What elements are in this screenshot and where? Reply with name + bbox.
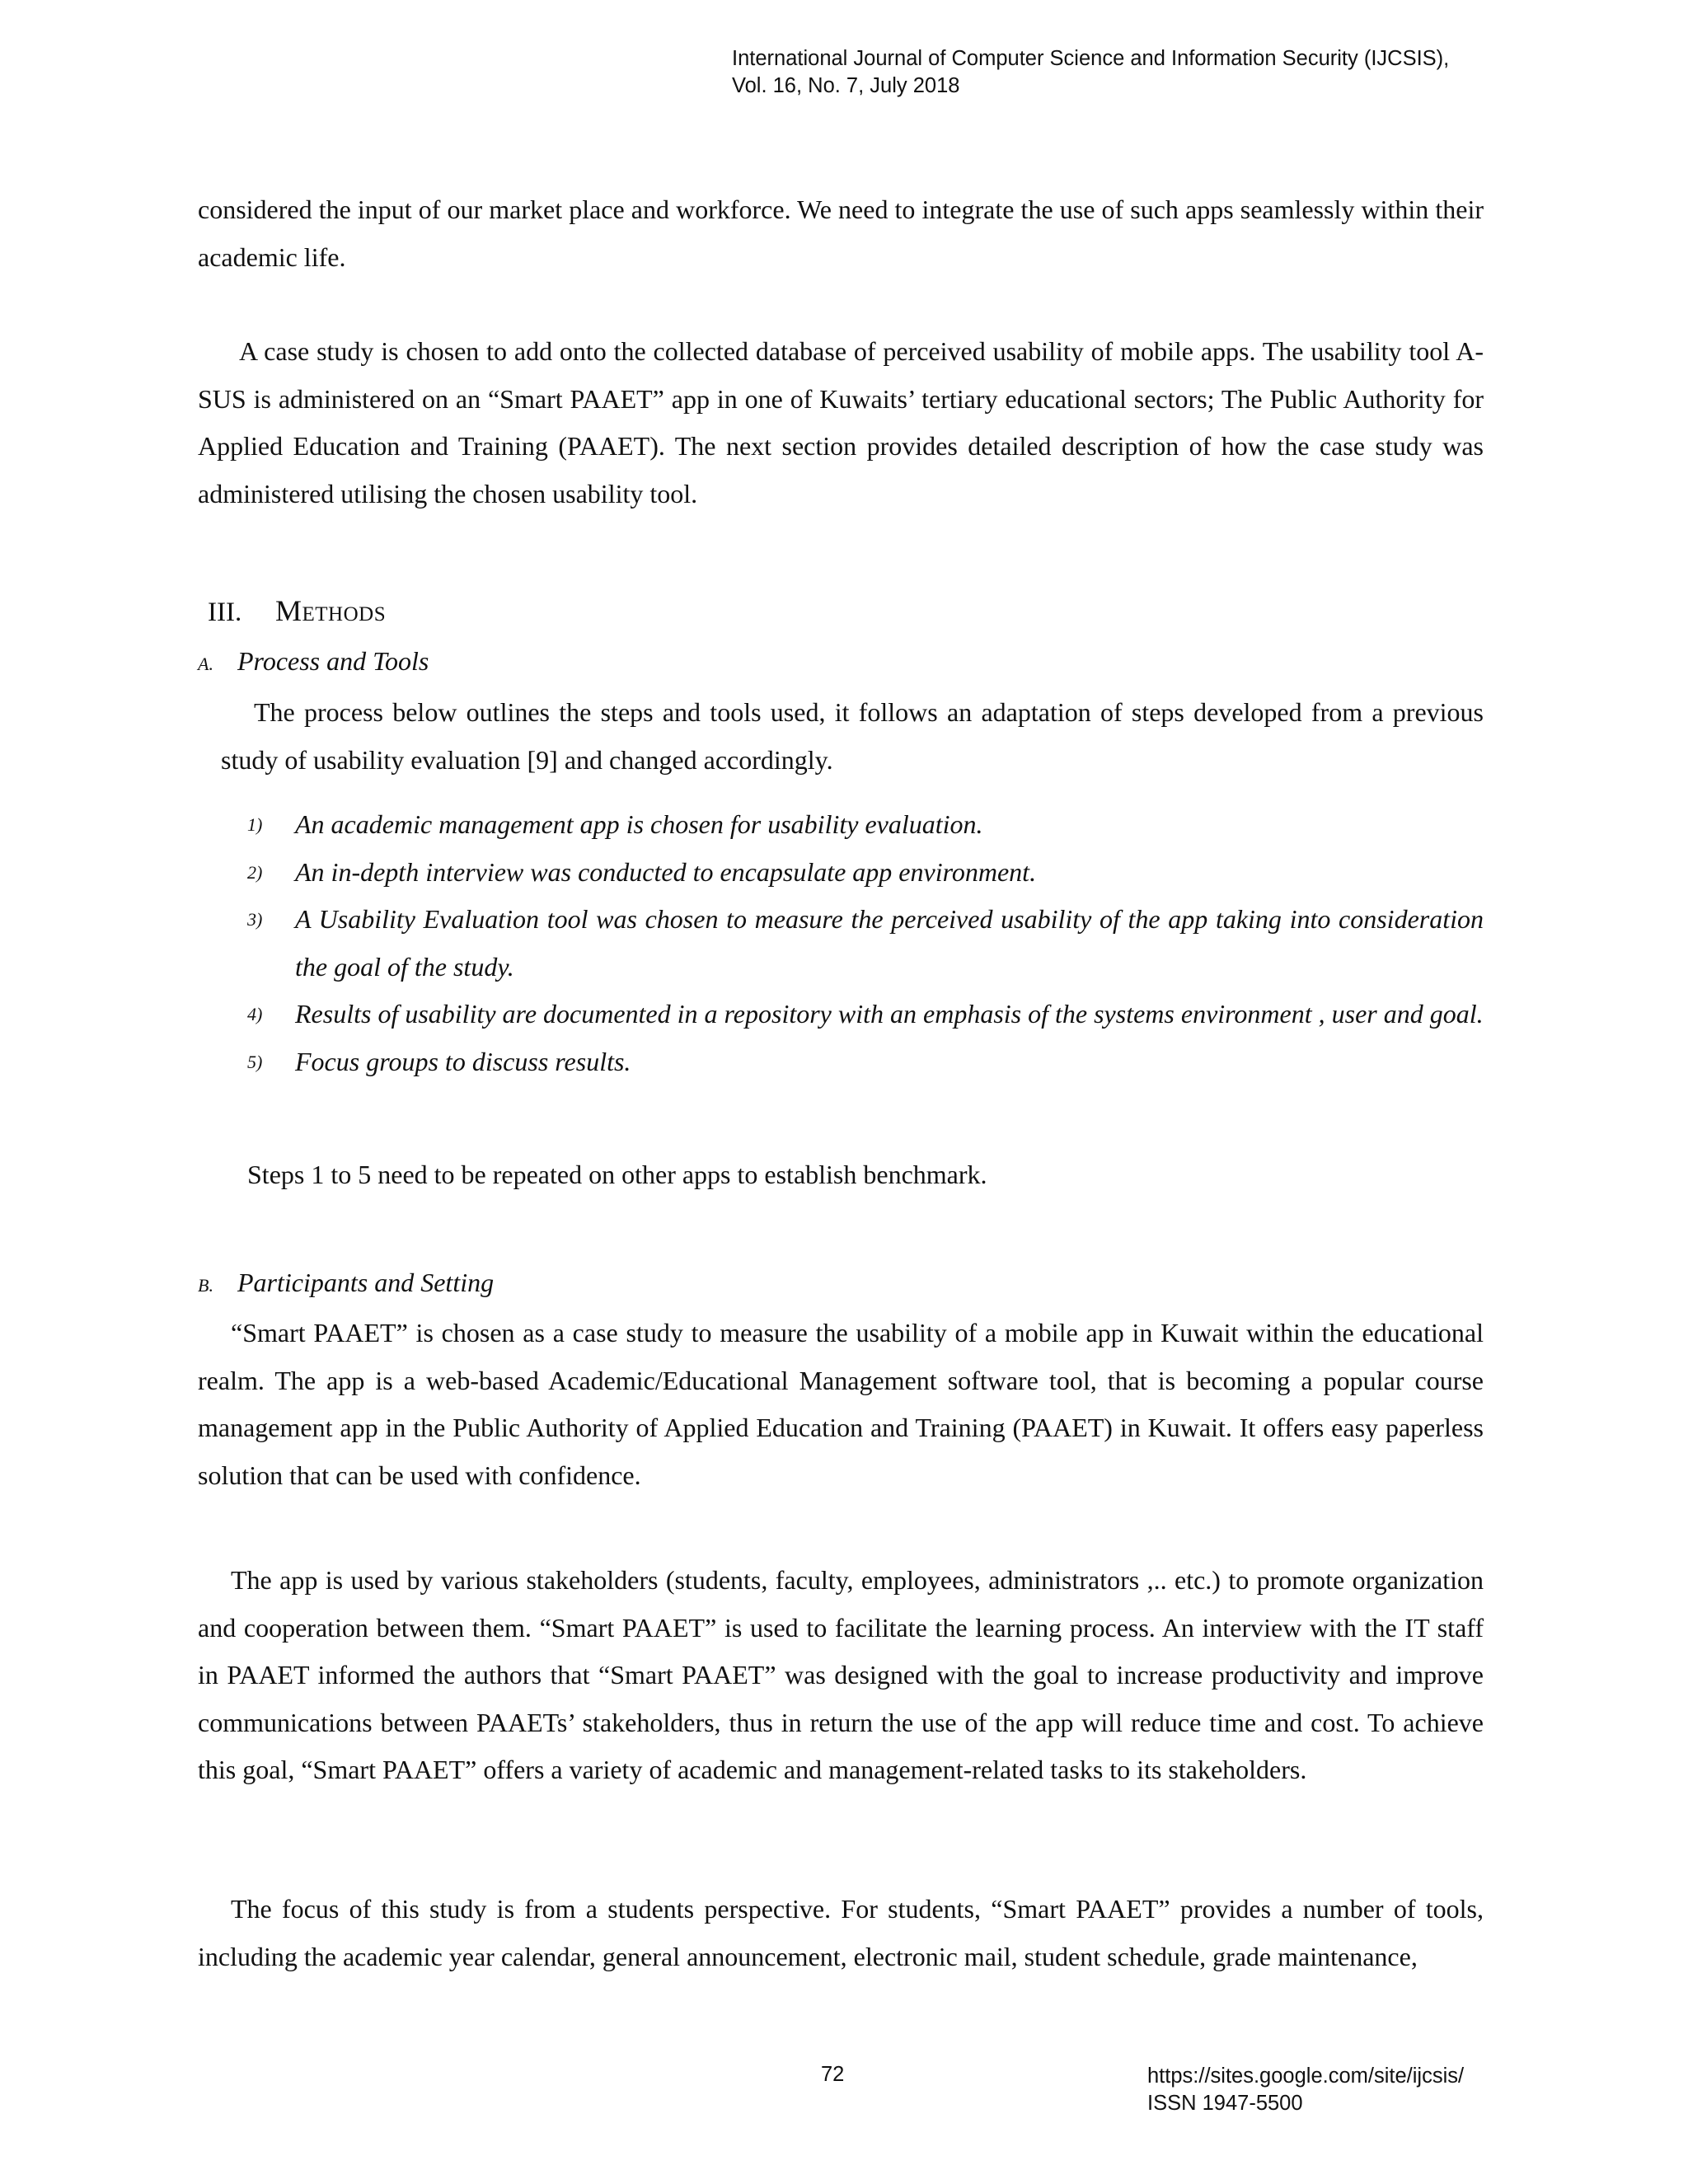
list-marker: 4)	[247, 1004, 263, 1024]
paragraph-student-focus: The focus of this study is from a students perspective. For students, “Smart PAAET” provides a number of tools, including the academic year calendar, general announcement, electronic mail, student schedule, grade maintenance,	[198, 1894, 1484, 1971]
subsection-title: Participants and Setting	[237, 1268, 495, 1297]
list-item	[247, 849, 1484, 897]
list-item	[247, 896, 1484, 991]
footer-issn: ISSN 1947-5500	[1147, 2092, 1303, 2115]
list-item-text: A Usability Evaluation tool was chosen to measure the perceived usability of the app taking into consideration the goal of the study.	[295, 904, 1484, 982]
page-number: 72	[821, 2063, 845, 2086]
journal-header	[732, 45, 1449, 100]
list-item-text: Results of usability are documented in a repository with an emphasis of the systems environment , user and goal.	[295, 999, 1484, 1029]
subsection-title: Process and Tools	[237, 646, 429, 676]
journal-title: International Journal of Computer Science and Information Security (IJCSIS),	[732, 47, 1450, 70]
process-intro: The process below outlines the steps and tools used, it follows an adaptation of steps developed from a previous study of usability evaluation [9] and changed accordingly.	[221, 697, 1484, 775]
section-heading-methods	[208, 590, 386, 633]
list-item-text: Focus groups to discuss results.	[295, 1046, 631, 1076]
subsection-letter: B.	[198, 1275, 213, 1296]
steps-closing: Steps 1 to 5 need to be repeated on other apps to establish benchmark.	[247, 1160, 987, 1189]
paragraph-continuation: considered the input of our market place and workforce. We need to integrate the use of such apps seamlessly within their academic life.	[198, 194, 1484, 272]
section-title: Methods	[275, 594, 387, 627]
list-item	[247, 991, 1484, 1038]
subsection-heading-process	[198, 640, 429, 685]
process-steps-list	[247, 801, 1484, 1085]
list-item	[247, 801, 1484, 849]
footer-url: https://sites.google.com/site/ijcsis/	[1147, 2064, 1465, 2088]
section-number: III.	[208, 598, 242, 627]
paragraph-stakeholders: The app is used by various stakeholders (students, faculty, employees, administrators ,.. etc.) to promote organization and cooperation between them. “Smart PAAET” is used to facilitate the learning process. An interview with the IT staff in PAAET informed the authors that “Smart PAAET” was designed with the goal to increase productivity and improve communications between PAAETs’ stakeholders, thus in return the use of the app will reduce time and cost. To achieve this goal, “Smart PAAET” offers a variety of academic and management-related tasks to its stakeholders.	[198, 1565, 1484, 1784]
list-item	[247, 1038, 1484, 1086]
list-marker: 3)	[247, 909, 263, 930]
subsection-heading-participants	[198, 1262, 494, 1306]
footer-info	[1147, 2063, 1464, 2117]
subsection-letter: A.	[198, 654, 213, 674]
paragraph-case-study: A case study is chosen to add onto the collected database of perceived usability of mobile apps. The usability tool A-SUS is administered on an “Smart PAAET” app in one of Kuwaits’ tertiary educational sectors; The Public Authority for Applied Education and Training (PAAET). The next section provides detailed description of how the case study was administered utilising the chosen usability tool.	[198, 336, 1484, 509]
list-marker: 1)	[247, 814, 263, 835]
paragraph-smart-paaet: “Smart PAAET” is chosen as a case study to measure the usability of a mobile app in Kuwait within the educational realm. The app is a web-based Academic/Educational Management software tool, that is becoming a popular course management app in the Public Authority of Applied Education and Training (PAAET) in Kuwait. It offers easy paperless solution that can be used with confidence.	[198, 1318, 1484, 1490]
list-item-text: An academic management app is chosen for usability evaluation.	[295, 809, 983, 839]
list-marker: 2)	[247, 861, 263, 883]
list-item-text: An in-depth interview was conducted to encapsulate app environment.	[295, 856, 1037, 887]
list-marker: 5)	[247, 1051, 263, 1072]
journal-volume: Vol. 16, No. 7, July 2018	[732, 74, 960, 97]
